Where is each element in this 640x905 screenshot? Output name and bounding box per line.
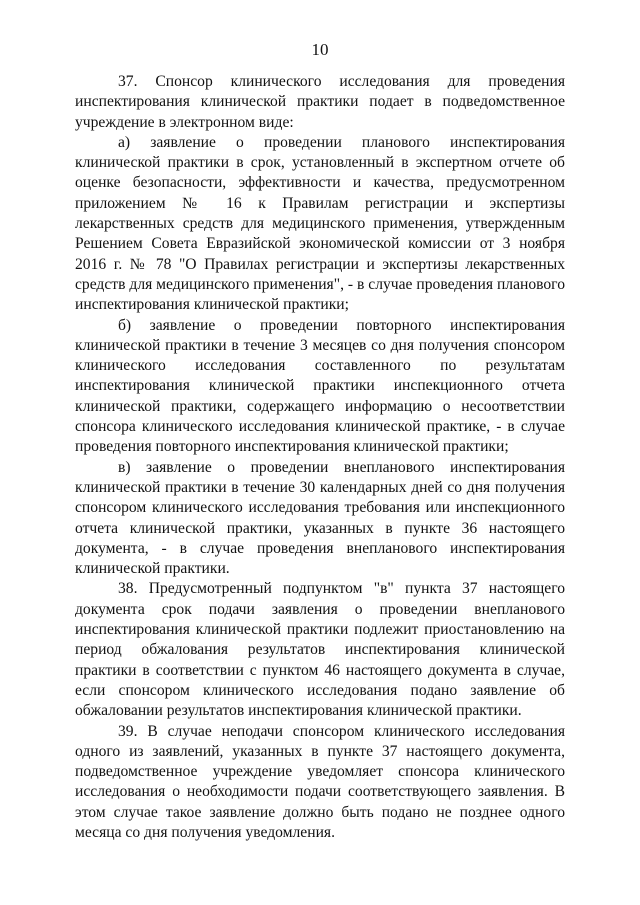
paragraph-37-v: в) заявление о проведении внепланового инспектирования клинической практики в течение 30 календарных дней со дня получения спонсором клинического исследования требования или инспекционного отчета клинической практики, указанных в пункте 36 настоящего документа, - в случае проведения внепланового инспектирования клинической практики. bbox=[75, 458, 565, 578]
paragraph-37: 37. Спонсор клинического исследования для проведения инспектирования клинической практики подает в подведомственное учреждение в электронном виде: bbox=[75, 73, 565, 131]
page-number: 10 bbox=[311, 40, 329, 59]
paragraph-39: 39. В случае неподачи спонсором клинического исследования одного из заявлений, указанных в пункте 37 настоящего документа, подведомственное учреждение уведомляет спонсора клинического исследования о необходимости подачи соответствующего заявления. В этом случае такое заявление должно быть подано не позднее одного месяца со дня получения уведомления. bbox=[75, 722, 565, 841]
document-body bbox=[75, 72, 565, 843]
paragraph-37-a: а) заявление о проведении планового инспектирования клинической практики в срок, установленный в экспертном отчете об оценке безопасности, эффективности и качества, предусмотренном приложением № 16 к Правилам регистрации и экспертизы лекарственных средств для медицинского применения, утвержденным Решением Совета Евразийской экономической комиссии от 3 ноября 2016 г. № 78 "О Правилах регистрации и экспертизы лекарственных средств для медицинского применения", - в случае проведения планового инспектирования клинической практики; bbox=[75, 133, 565, 314]
paragraph-37-b: б) заявление о проведении повторного инспектирования клинической практики в течение 3 месяцев со дня получения спонсором клинического исследования составленного по результатам инспектирования клинической практики инспекционного отчета клинической практики, содержащего информацию о несоответствии спонсора клинического исследования клинической практике, - в случае проведения повторного инспектирования клинической практики; bbox=[75, 316, 565, 456]
paragraph-38: 38. Предусмотренный подпунктом "в" пункта 37 настоящего документа срок подачи заявления о проведении внепланового инспектирования клинической практики подлежит приостановлению на период обжалования результатов инспектирования клинической практики в соответствии с пунктом 46 настоящего документа в случае, если спонсором клинического исследования подано заявление об обжаловании результатов инспектирования клинической практики. bbox=[75, 580, 565, 720]
